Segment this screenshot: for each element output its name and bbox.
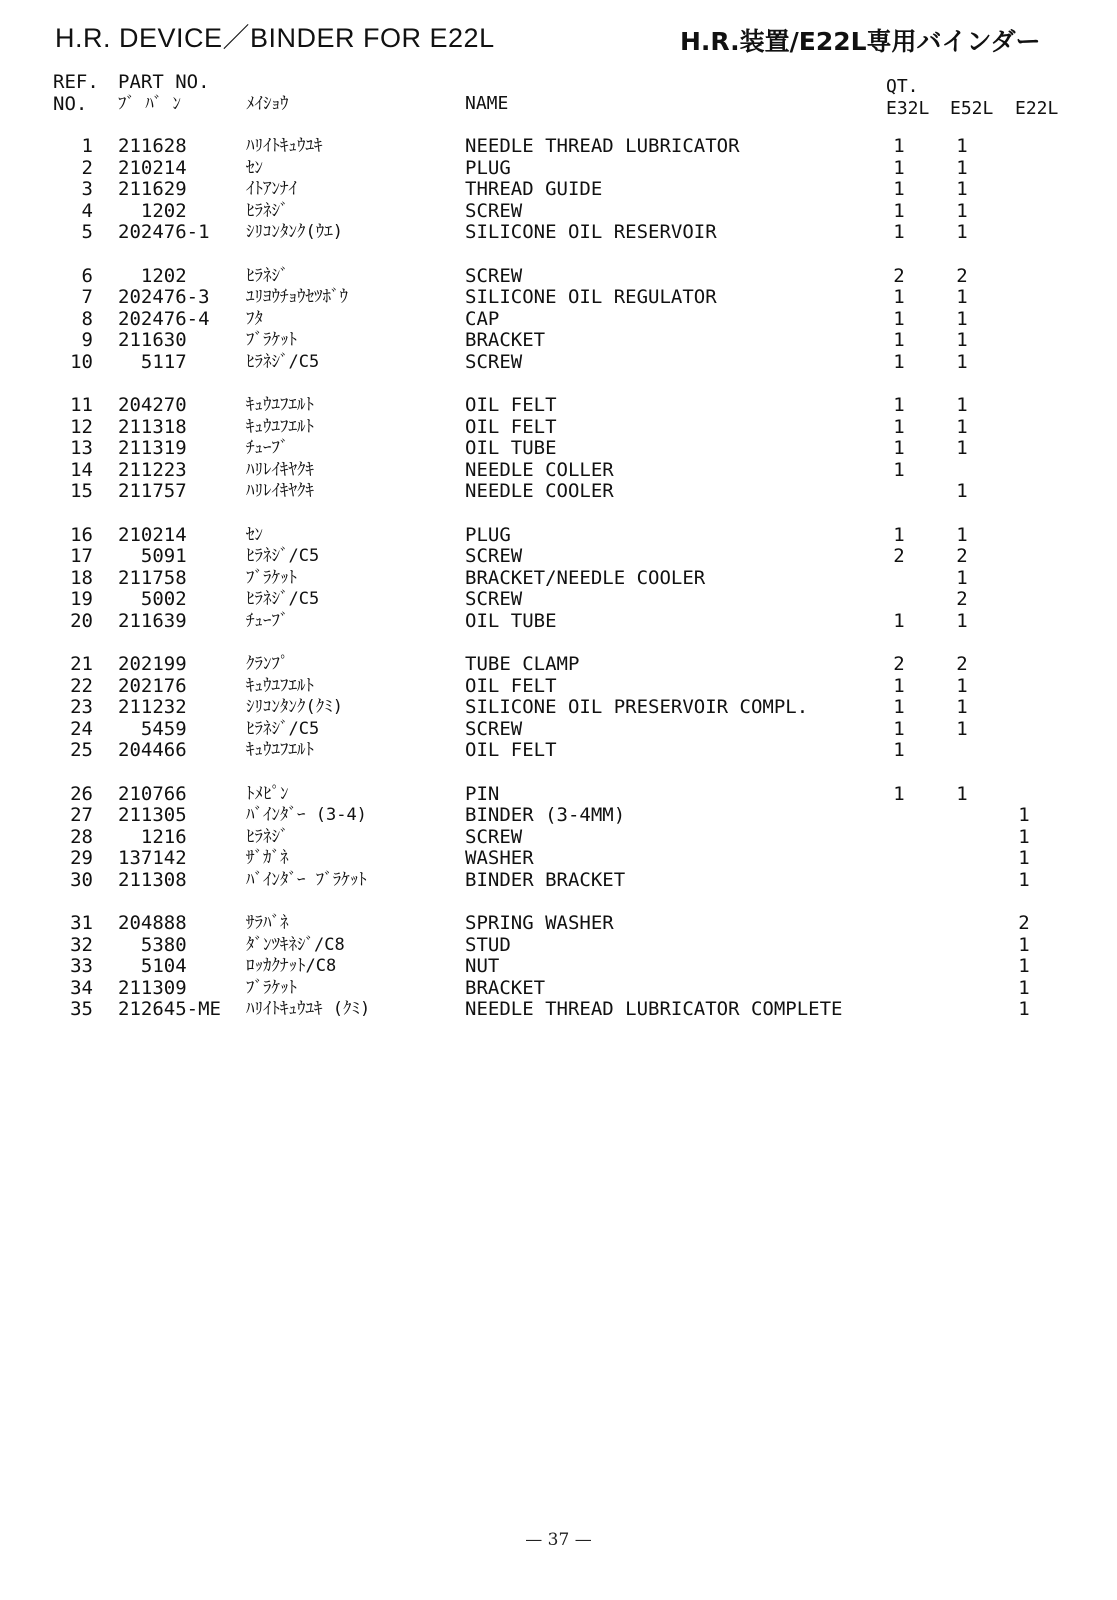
qty-e52l: 1 [956,415,968,438]
qty-e22l: 1 [1018,955,1030,978]
table-row [0,913,1117,935]
part-number: 211318 [118,415,187,438]
katakana-name: ﾊﾘｲﾄｷｭｳﾕｷ (ｸﾐ) [246,999,371,1020]
ref-number: 12 [70,415,93,438]
part-name: NEEDLE COOLER [465,480,614,503]
qty-e32l: 1 [893,350,905,373]
part-name: STUD [465,933,511,956]
qty-e22l: 1 [1018,804,1030,827]
katakana-name: ｾﾝ [246,157,263,178]
header-qty-e32l: E32L [886,98,930,119]
part-name: NEEDLE COLLER [465,458,614,481]
ref-number: 23 [70,696,93,719]
qty-e52l: 1 [956,717,968,740]
table-row [0,222,1117,244]
ref-number: 31 [70,912,93,934]
ref-number: 10 [70,350,93,373]
row-group [0,525,1117,633]
page-title: H.R. DEVICE／BINDER FOR E22L [55,23,495,53]
table-row [0,287,1117,309]
table-row [0,611,1117,633]
qty-e22l: 1 [1018,847,1030,870]
qty-e52l: 1 [956,178,968,201]
ref-number: 19 [70,588,93,611]
parts-table [0,136,1117,1043]
part-name: SCREW [465,350,523,373]
part-number: 211630 [118,329,187,352]
qty-e52l: 1 [956,566,968,589]
table-row [0,676,1117,698]
katakana-name: ﾕﾘﾖｳﾁｮｳｾﾂﾎﾞｳ [246,287,348,308]
table-row [0,697,1117,719]
ref-number: 30 [70,868,93,891]
part-name: OIL FELT [465,739,557,762]
part-name: SCREW [465,199,523,222]
ref-number: 13 [70,437,93,460]
part-number: 202199 [118,653,187,675]
row-group [0,266,1117,374]
qty-e22l: 2 [1018,912,1030,934]
part-name: SPRING WASHER [465,912,614,934]
part-number: 210766 [118,782,187,805]
part-name: PIN [465,782,500,805]
table-row [0,266,1117,288]
katakana-name: ｷｭｳﾕﾌｴﾙﾄ [246,395,314,415]
qty-e52l: 1 [956,329,968,352]
part-name: SCREW [465,588,523,611]
katakana-name: ﾊﾘﾚｲｷﾔｸｷ [246,481,314,502]
table-row [0,136,1117,158]
part-name: TUBE CLAMP [465,653,580,675]
ref-number: 20 [70,609,93,632]
part-number: 210214 [118,156,187,179]
part-number: 211232 [118,696,187,719]
header-kana: ﾒｲｼｮｳ [246,94,289,114]
katakana-name: ﾊﾘﾚｲｷﾔｸｷ [246,459,314,480]
part-number: 1202 [118,199,187,222]
katakana-name: ﾌﾞﾗｹｯﾄ [246,977,297,998]
table-row [0,546,1117,568]
table-row [0,719,1117,741]
table-row [0,460,1117,482]
part-name: NUT [465,955,500,978]
qty-e32l: 1 [893,394,905,416]
part-name: PLUG [465,156,511,179]
ref-number: 16 [70,523,93,546]
qty-e32l: 1 [893,307,905,330]
katakana-name: ﾊﾞｲﾝﾀﾞｰ (3-4) [246,805,367,826]
row-group [0,395,1117,503]
part-name: SCREW [465,717,523,740]
part-number: 211629 [118,178,187,201]
table-row [0,330,1117,352]
part-name: OIL FELT [465,394,557,416]
table-row [0,956,1117,978]
header-ref-line2: NO. [53,93,88,115]
qty-e22l: 1 [1018,976,1030,999]
katakana-name: ﾋﾗﾈｼﾞ [246,265,289,286]
katakana-name: ｲﾄｱﾝﾅｲ [246,179,297,200]
ref-number: 34 [70,976,93,999]
ref-number: 17 [70,545,93,568]
qty-e52l: 2 [956,264,968,287]
part-name: OIL TUBE [465,437,557,460]
qty-e32l: 1 [893,739,905,762]
part-name: PLUG [465,523,511,546]
ref-number: 8 [81,307,93,330]
part-number: 211305 [118,804,187,827]
qty-e52l: 1 [956,286,968,309]
qty-e32l: 1 [893,523,905,546]
qty-e52l: 1 [956,523,968,546]
ref-number: 11 [70,394,93,416]
qty-e22l: 1 [1018,998,1030,1021]
header-qty-e52l: E52L [950,98,994,119]
header-qty-e22l: E22L [1015,98,1059,119]
katakana-name: ﾌﾞﾗｹｯﾄ [246,330,297,351]
part-name: NEEDLE THREAD LUBRICATOR [465,135,740,157]
part-number: 5459 [118,717,187,740]
katakana-name: ﾋﾗﾈｼﾞ [246,200,289,221]
table-row [0,525,1117,547]
table-row [0,848,1117,870]
ref-number: 24 [70,717,93,740]
qty-e32l: 1 [893,178,905,201]
part-number: 1202 [118,264,187,287]
katakana-name: ｷｭｳﾕﾌｴﾙﾄ [246,740,314,761]
part-name: SCREW [465,825,523,848]
part-number: 5002 [118,588,187,611]
qty-e32l: 1 [893,696,905,719]
ref-number: 5 [81,221,93,244]
katakana-name: ﾋﾗﾈｼﾞ [246,826,289,847]
qty-e52l: 1 [956,437,968,460]
table-row [0,395,1117,417]
qty-e52l: 2 [956,653,968,675]
qty-e52l: 1 [956,674,968,697]
qty-e52l: 1 [956,221,968,244]
katakana-name: ｻﾞｶﾞﾈ [246,848,289,869]
table-row [0,352,1117,374]
ref-number: 7 [81,286,93,309]
katakana-name: ﾌﾀ [246,308,263,329]
page-number: — 37 — [525,1530,592,1550]
table-row [0,438,1117,460]
katakana-name: ﾌﾞﾗｹｯﾄ [246,567,297,588]
part-name: SILICONE OIL RESERVOIR [465,221,717,244]
table-row [0,740,1117,762]
qty-e52l: 1 [956,480,968,503]
katakana-name: ﾋﾗﾈｼﾞ/C5 [246,718,320,739]
katakana-name: ﾛｯｶｸﾅｯﾄ/C8 [246,956,337,977]
header-part-line2: ﾌﾞ ﾊﾞ ﾝ [118,94,181,114]
qty-e32l: 1 [893,458,905,481]
ref-number: 15 [70,480,93,503]
katakana-name: ﾊﾘｲﾄｷｭｳﾕｷ [246,136,323,156]
part-number: 5117 [118,350,187,373]
table-row [0,201,1117,223]
qty-e52l: 1 [956,350,968,373]
ref-number: 22 [70,674,93,697]
part-name: OIL FELT [465,674,557,697]
katakana-name: ｼﾘｺﾝﾀﾝｸ(ｸﾐ) [246,697,343,718]
part-name: SILICONE OIL PRESERVOIR COMPL. [465,696,809,719]
part-number: 211309 [118,976,187,999]
qty-e52l: 1 [956,307,968,330]
ref-number: 3 [81,178,93,201]
part-name: THREAD GUIDE [465,178,603,201]
header-qty: QT. [886,76,919,97]
qty-e32l: 1 [893,286,905,309]
table-row [0,417,1117,439]
table-row [0,654,1117,676]
ref-number: 28 [70,825,93,848]
part-name: BRACKET [465,329,546,352]
part-number: 211308 [118,868,187,891]
qty-e52l: 1 [956,199,968,222]
row-group [0,654,1117,762]
qty-e52l: 2 [956,545,968,568]
part-name: OIL FELT [465,415,557,438]
ref-number: 4 [81,199,93,222]
ref-number: 2 [81,156,93,179]
table-row [0,870,1117,892]
ref-number: 25 [70,739,93,762]
part-number: 5380 [118,933,187,956]
table-row [0,805,1117,827]
katakana-name: ﾋﾗﾈｼﾞ/C5 [246,589,320,610]
qty-e32l: 1 [893,674,905,697]
page-title-japanese: H.R.装置/E22L専用バインダー [680,27,1041,56]
row-group [0,913,1117,1021]
qty-e22l: 1 [1018,825,1030,848]
part-number: 211319 [118,437,187,460]
katakana-name: ｼﾘｺﾝﾀﾝｸ(ｳｴ) [246,222,343,243]
qty-e52l: 1 [956,135,968,157]
part-name: BINDER BRACKET [465,868,626,891]
part-name: SCREW [465,545,523,568]
ref-number: 18 [70,566,93,589]
table-row [0,481,1117,503]
part-number: 212645-ME [118,998,221,1021]
part-number: 5091 [118,545,187,568]
qty-e32l: 1 [893,415,905,438]
ref-number: 9 [81,329,93,352]
ref-number: 14 [70,458,93,481]
part-number: 202476-4 [118,307,210,330]
qty-e32l: 1 [893,199,905,222]
part-name: SCREW [465,264,523,287]
part-number: 204270 [118,394,187,416]
qty-e32l: 1 [893,156,905,179]
part-name: CAP [465,307,500,330]
qty-e32l: 1 [893,437,905,460]
part-number: 210214 [118,523,187,546]
ref-number: 1 [81,135,93,157]
part-number: 202476-3 [118,286,210,309]
qty-e52l: 1 [956,696,968,719]
katakana-name: ﾀﾞﾝﾂｷﾈｼﾞ/C8 [246,934,345,955]
qty-e52l: 2 [956,588,968,611]
part-number: 202176 [118,674,187,697]
row-group [0,136,1117,244]
ref-number: 21 [70,653,93,675]
katakana-name: ｾﾝ [246,524,263,545]
qty-e32l: 2 [893,653,905,675]
katakana-name: ﾋﾗﾈｼﾞ/C5 [246,351,320,372]
part-name: WASHER [465,847,534,870]
table-row [0,827,1117,849]
qty-e32l: 1 [893,609,905,632]
katakana-name: ｸﾗﾝﾌﾟ [246,654,289,674]
katakana-name: ｷｭｳﾕﾌｴﾙﾄ [246,675,314,696]
ref-number: 27 [70,804,93,827]
table-row [0,309,1117,331]
table-row [0,158,1117,180]
row-group [0,784,1117,892]
qty-e32l: 1 [893,221,905,244]
qty-e22l: 1 [1018,933,1030,956]
part-number: 211223 [118,458,187,481]
katakana-name: ｷｭｳﾕﾌｴﾙﾄ [246,416,314,437]
part-number: 137142 [118,847,187,870]
part-number: 211758 [118,566,187,589]
part-number: 204888 [118,912,187,934]
qty-e52l: 1 [956,782,968,805]
part-name: BRACKET/NEEDLE COOLER [465,566,706,589]
header-part-line1: PART NO. [118,71,210,93]
header-ref-line1: REF. [53,71,99,93]
qty-e22l: 1 [1018,868,1030,891]
table-row [0,784,1117,806]
table-row [0,978,1117,1000]
part-number: 204466 [118,739,187,762]
part-number: 211757 [118,480,187,503]
katakana-name: ﾋﾗﾈｼﾞ/C5 [246,546,320,567]
qty-e32l: 1 [893,782,905,805]
ref-number: 33 [70,955,93,978]
part-name: BRACKET [465,976,546,999]
qty-e32l: 2 [893,264,905,287]
part-name: NEEDLE THREAD LUBRICATOR COMPLETE [465,998,843,1021]
part-name: BINDER (3-4MM) [465,804,626,827]
part-name: SILICONE OIL REGULATOR [465,286,717,309]
ref-number: 32 [70,933,93,956]
qty-e32l: 2 [893,545,905,568]
ref-number: 6 [81,264,93,287]
katakana-name: ﾄﾒﾋﾟﾝ [246,783,289,804]
header-name: NAME [465,93,509,114]
part-number: 5104 [118,955,187,978]
katakana-name: ﾁｭｰﾌﾞ [246,438,289,459]
qty-e52l: 1 [956,156,968,179]
katakana-name: ﾊﾞｲﾝﾀﾞｰ ﾌﾞﾗｹｯﾄ [246,869,367,890]
qty-e32l: 1 [893,135,905,157]
table-row [0,589,1117,611]
part-number: 211639 [118,609,187,632]
ref-number: 29 [70,847,93,870]
part-name: OIL TUBE [465,609,557,632]
part-number: 211628 [118,135,187,157]
katakana-name: ｻﾗﾊﾞﾈ [246,913,289,933]
qty-e32l: 1 [893,717,905,740]
qty-e52l: 1 [956,609,968,632]
qty-e32l: 1 [893,329,905,352]
table-row [0,999,1117,1021]
ref-number: 26 [70,782,93,805]
katakana-name: ﾁｭｰﾌﾞ [246,610,289,631]
qty-e52l: 1 [956,394,968,416]
part-number: 1216 [118,825,187,848]
part-number: 202476-1 [118,221,210,244]
table-row [0,568,1117,590]
table-row [0,179,1117,201]
ref-number: 35 [70,998,93,1021]
table-row [0,935,1117,957]
